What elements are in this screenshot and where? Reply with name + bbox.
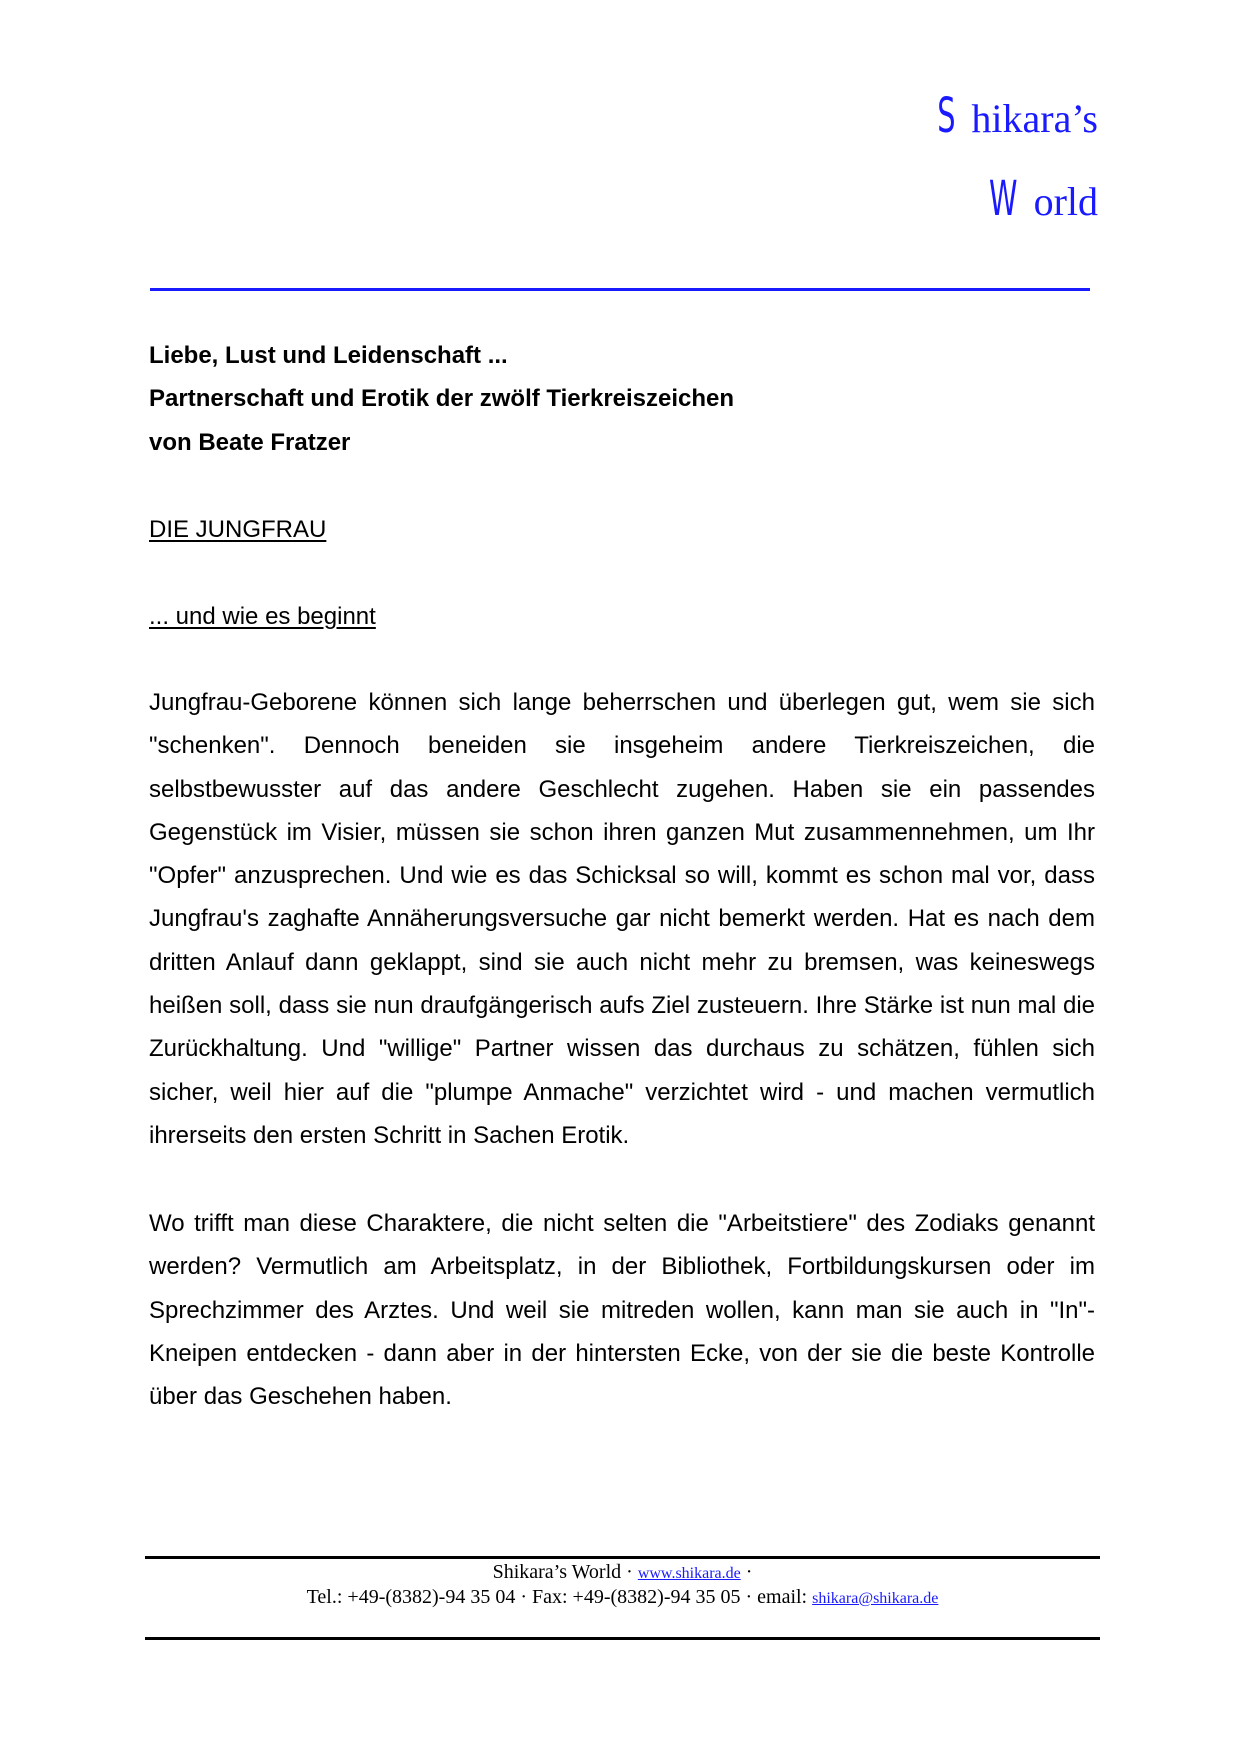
logo-line-2: [970, 171, 1098, 227]
title-line-2: Partnerschaft und Erotik der zwölf Tierkreiszeichen: [149, 385, 735, 413]
logo-initial-s: S: [937, 88, 956, 144]
logo-text-hikaras: hikara’s: [971, 96, 1098, 141]
footer-line-1: [145, 1560, 1100, 1586]
footer-email-link[interactable]: shikara@shikara.de: [812, 1590, 939, 1607]
section-heading-text: DIE JUNGFRAU: [149, 516, 327, 543]
header-divider: [150, 288, 1090, 291]
footer-separator: ·: [745, 1561, 753, 1583]
logo-text-orld: orld: [1033, 179, 1098, 224]
logo-initial-w: W: [989, 171, 1018, 227]
title-line-1: Liebe, Lust und Leidenschaft ...: [149, 342, 508, 369]
footer-contact: Tel.: +49-(8382)-94 35 04 · Fax: +49-(8382)-94 35 05 · email:: [306, 1586, 808, 1608]
author-line: von Beate Fratzer: [149, 428, 351, 456]
footer-website-link[interactable]: www.shikara.de: [637, 1565, 741, 1582]
logo-line-1: [925, 88, 1098, 144]
body-paragraph-1: Jungfrau-Geborene können sich lange beherrschen und überlegen gut, wem sie sich "schenken". Dennoch beneiden sie insgeheim andere Tierkreiszeichen, die selbstbewusster auf das andere Geschlecht zugehen. Haben sie ein passendes Gegenstück im Visier, müssen sie schon ihren ganzen Mut zusammennehmen, um Ihr "Opfer" anzusprechen. Und wie es das Schicksal so will, kommt es schon mal vor, dass Jungfrau's zaghafte Annäherungsversuche gar nicht bemerkt werden. Hat es nach dem dritten Anlauf dann geklappt, sind sie auch nicht mehr zu bremsen, was keineswegs heißen soll, dass sie nun draufgängerisch aufs Ziel zusteuern. Ihre Stärke ist nun mal die Zurückhaltung. Und "willige" Partner wissen das durchaus zu schätzen, fühlen sich sicher, weil hier auf die "plumpe Anmache" verzichtet wird - und machen vermutlich ihrerseits den ersten Schritt in Sachen Erotik.: [149, 689, 1095, 1149]
footer-divider-top: [145, 1556, 1100, 1559]
footer-line-2: [145, 1585, 1100, 1611]
subsection-heading: [149, 595, 1095, 638]
body-paragraph-2: Wo trifft man diese Charaktere, die nicht selten die "Arbeitstiere" des Zodiaks genannt werden? Vermutlich am Arbeitsplatz, in der Bibliothek, Fortbildungskursen oder im Sprechzimmer des Arztes. Und weil sie mitreden wollen, kann man sie auch in "In"-Kneipen entdecken - dann aber in der hintersten Ecke, von der sie die beste Kontrolle über das Geschehen haben.: [149, 1210, 1095, 1411]
section-heading: [149, 508, 1095, 551]
footer-divider-bottom: [145, 1637, 1100, 1640]
subsection-heading-text: ... und wie es beginnt: [149, 603, 376, 630]
document-title: [149, 334, 1095, 464]
footer-company: Shikara’s World ·: [492, 1561, 633, 1583]
